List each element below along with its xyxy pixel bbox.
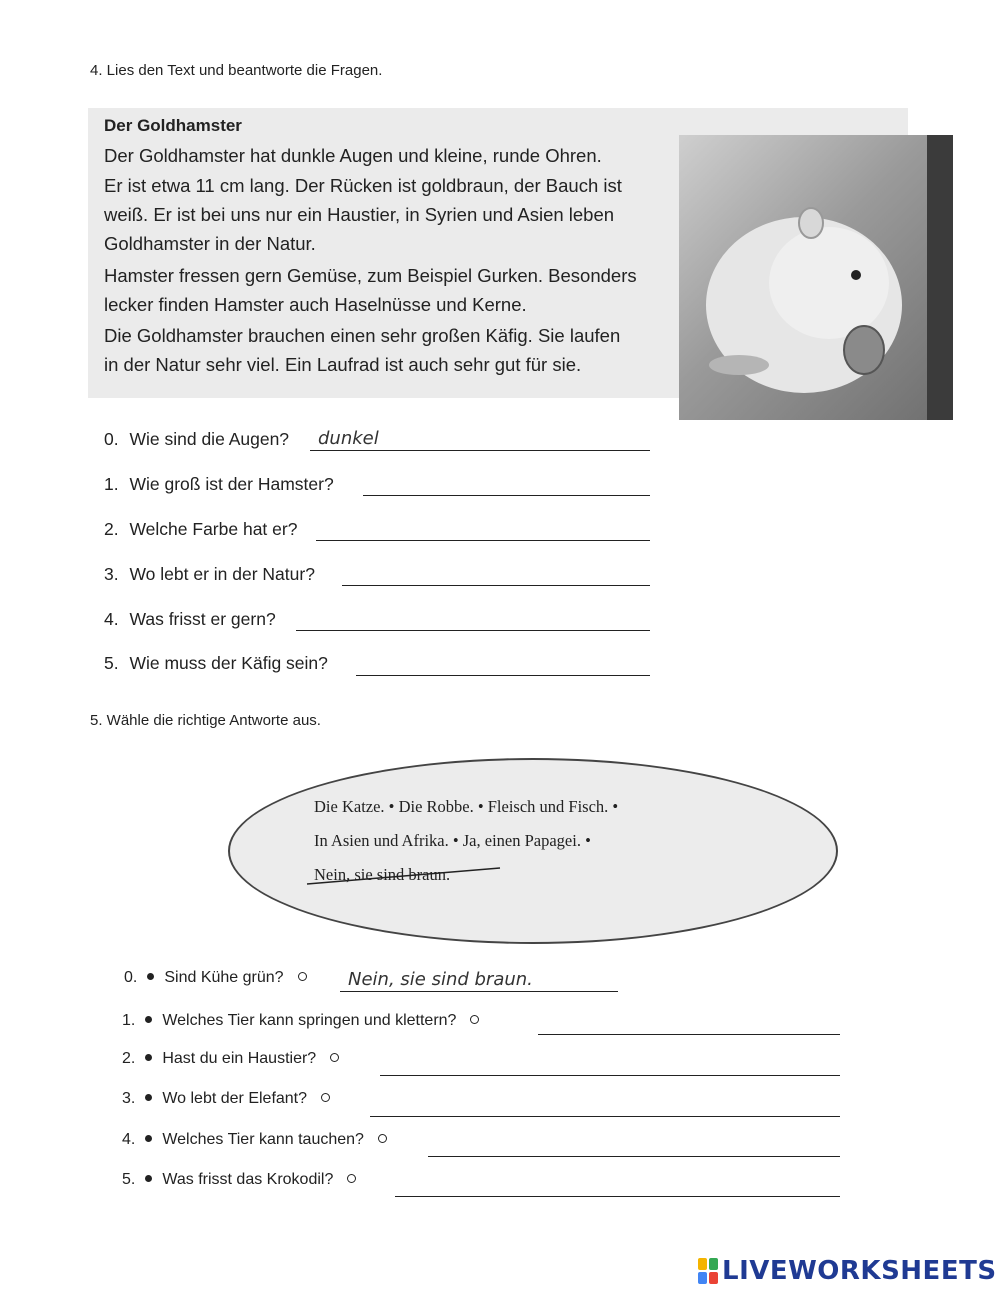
question-row <box>104 653 328 674</box>
question-number: 2. <box>122 1050 136 1067</box>
article-line: lecker finden Hamster auch Haselnüsse und Kerne. <box>104 294 527 315</box>
task4-instruction: 4. Lies den Text und beantworte die Fragen. <box>90 62 383 79</box>
answer-line <box>316 540 650 541</box>
question-number: 0. <box>104 429 119 449</box>
article-line: Die Goldhamster brauchen einen sehr großen Käfig. Sie laufen <box>104 325 621 346</box>
bullet-icon <box>145 1135 152 1142</box>
question-number: 5. <box>104 653 119 673</box>
question-row <box>124 969 307 987</box>
question-number: 2. <box>104 519 119 539</box>
question-text: Welches Tier kann springen und klettern? <box>162 1012 457 1029</box>
article-line: weiß. Er ist bei uns nur ein Haustier, in Syrien und Asien leben <box>104 204 615 225</box>
question-row <box>122 1171 356 1189</box>
article-title: Der Goldhamster <box>104 116 242 135</box>
logo-text: LIVEWORKSHEETS <box>722 1256 997 1286</box>
question-text: Wo lebt er in der Natur? <box>129 564 315 584</box>
circle-icon <box>298 972 307 981</box>
article-line: in der Natur sehr viel. Ein Laufrad ist auch sehr gut für sie. <box>104 354 582 375</box>
question-text: Was frisst er gern? <box>129 609 276 629</box>
question-number: 5. <box>122 1171 136 1188</box>
question-row <box>104 474 334 495</box>
answer-line <box>395 1196 840 1197</box>
answer-field[interactable]: dunkel <box>318 428 379 449</box>
circle-icon <box>347 1174 356 1183</box>
question-row <box>122 1012 479 1030</box>
logo-icon <box>698 1258 718 1284</box>
article-line: Hamster fressen gern Gemüse, zum Beispiel Gurken. Besonders <box>104 265 637 286</box>
answer-line <box>428 1156 840 1157</box>
question-number: 4. <box>104 609 119 629</box>
answer-line <box>380 1075 840 1076</box>
question-row <box>104 519 297 540</box>
answer-line <box>296 630 650 631</box>
question-number: 1. <box>122 1012 136 1029</box>
question-number: 4. <box>122 1131 136 1148</box>
bullet-icon <box>147 973 154 980</box>
question-text: Hast du ein Haustier? <box>162 1050 317 1067</box>
answer-line <box>340 991 618 992</box>
task5-instruction: 5. Wähle die richtige Antworte aus. <box>90 712 321 729</box>
question-number: 1. <box>104 474 119 494</box>
bullet-icon <box>145 1175 152 1182</box>
answer-line <box>538 1034 840 1035</box>
circle-icon <box>378 1134 387 1143</box>
article-line: Er ist etwa 11 cm lang. Der Rücken ist goldbraun, der Bauch ist <box>104 175 622 196</box>
question-row <box>122 1131 387 1149</box>
answer-line <box>363 495 650 496</box>
hamster-photo <box>679 135 953 420</box>
question-text: Sind Kühe grün? <box>164 969 284 986</box>
question-row <box>122 1090 330 1108</box>
strike-through-mark <box>305 862 505 892</box>
question-text: Wo lebt der Elefant? <box>162 1090 308 1107</box>
answer-line <box>310 450 650 451</box>
bullet-icon <box>145 1094 152 1101</box>
answer-field[interactable]: Nein, sie sind braun. <box>348 969 533 990</box>
question-row <box>104 429 289 450</box>
question-text: Was frisst das Krokodil? <box>162 1171 334 1188</box>
answer-line <box>356 675 650 676</box>
circle-icon <box>321 1093 330 1102</box>
question-text: Wie groß ist der Hamster? <box>129 474 334 494</box>
question-row <box>122 1050 339 1068</box>
question-number: 3. <box>122 1090 136 1107</box>
answer-line <box>342 585 650 586</box>
question-text: Welche Farbe hat er? <box>129 519 298 539</box>
bullet-icon <box>145 1016 152 1023</box>
question-number: 0. <box>124 969 138 986</box>
bullet-icon <box>145 1054 152 1061</box>
article-line: Der Goldhamster hat dunkle Augen und kleine, runde Ohren. <box>104 145 602 166</box>
question-row <box>104 609 276 630</box>
circle-icon <box>330 1053 339 1062</box>
question-number: 3. <box>104 564 119 584</box>
question-text: Wie sind die Augen? <box>129 429 290 449</box>
word-box-ellipse <box>228 758 838 944</box>
word-box-line: Die Katze. • Die Robbe. • Fleisch und Fisch. • <box>314 797 619 816</box>
question-text: Wie muss der Käfig sein? <box>129 653 328 673</box>
circle-icon <box>470 1015 479 1024</box>
question-text: Welches Tier kann tauchen? <box>162 1131 364 1148</box>
question-row <box>104 564 315 585</box>
word-box-line: In Asien und Afrika. • Ja, einen Papagei. • <box>314 831 591 850</box>
liveworksheets-logo <box>698 1256 997 1286</box>
answer-line <box>370 1116 840 1117</box>
word-box-line-used: Nein, sie sind braun. <box>314 865 451 884</box>
article-line: Goldhamster in der Natur. <box>104 233 316 254</box>
